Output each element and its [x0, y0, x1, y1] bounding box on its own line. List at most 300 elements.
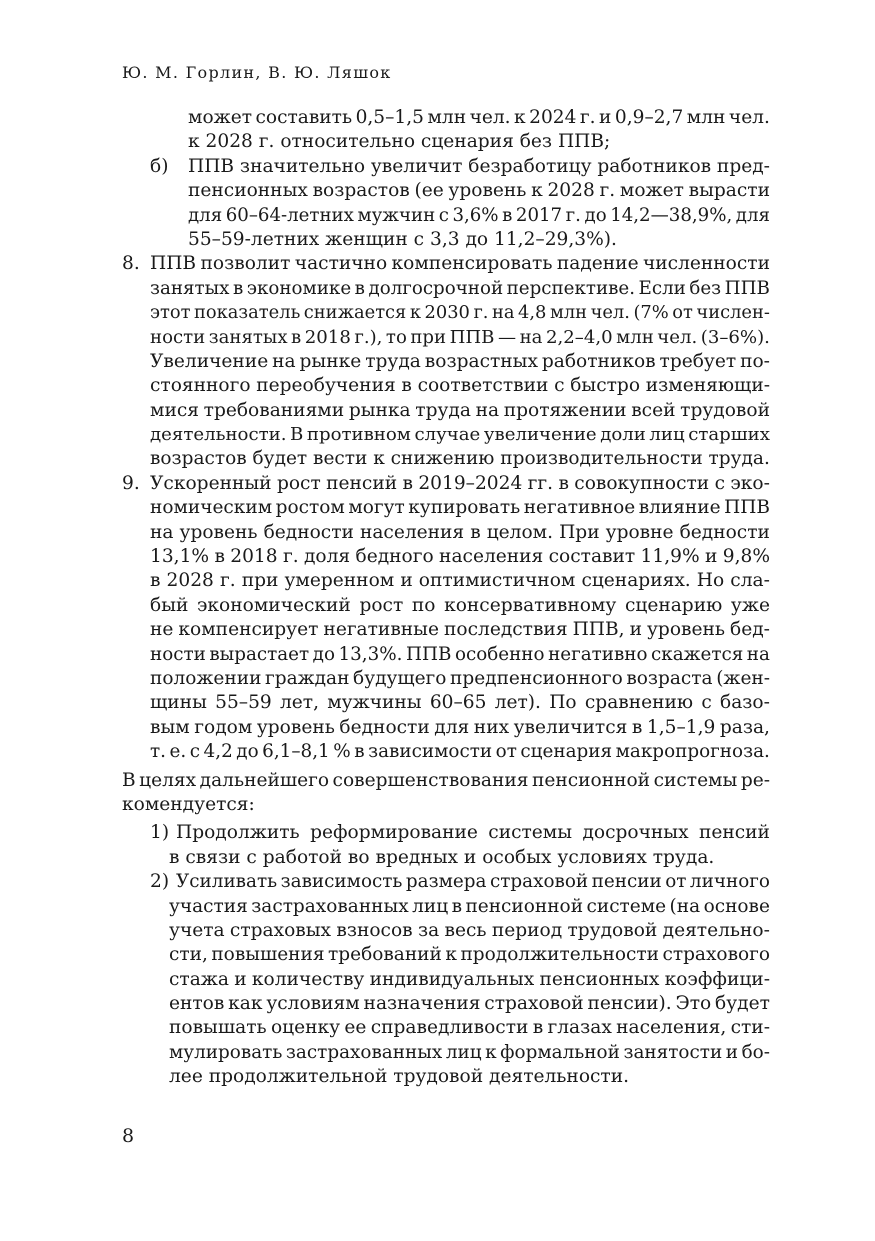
word: мулировать [169, 1041, 283, 1063]
text-line [0, 155, 875, 179]
word: 4,8 [518, 302, 547, 324]
word: назначения [363, 993, 481, 1015]
list-item-8 [0, 252, 875, 472]
word: протяжении [503, 399, 627, 421]
word: индивидуальных [369, 968, 535, 990]
page-body [0, 106, 875, 1090]
text-line [0, 740, 875, 764]
word: доля [303, 546, 351, 568]
word: Это [675, 993, 712, 1015]
recommendation-1 [0, 821, 875, 870]
text-line [0, 821, 875, 845]
word: до [312, 643, 335, 665]
word: позволит [200, 253, 291, 275]
word: 2018 [230, 546, 278, 568]
word: бед- [730, 619, 770, 641]
word: сценариях. [581, 570, 691, 592]
word: лиц [649, 424, 685, 446]
word: деятельности. [150, 424, 287, 446]
word: снижается [303, 302, 407, 324]
word: 2019–2024 [418, 472, 523, 494]
line-text [169, 992, 770, 1016]
word: при [241, 570, 279, 592]
word: и [704, 546, 718, 568]
word: базо- [720, 692, 770, 714]
line-text [188, 106, 770, 130]
word: на [150, 521, 174, 543]
text-line [0, 992, 875, 1016]
word: и [234, 968, 247, 990]
word: бый [150, 594, 189, 616]
word: совокупности [574, 472, 710, 494]
word: по [411, 594, 436, 616]
word: 60–65 [429, 692, 487, 714]
word: от [665, 871, 687, 893]
line-text [150, 545, 770, 569]
recommendation-2 [0, 870, 875, 1090]
word: размера [405, 871, 487, 893]
word: быстро [570, 375, 641, 397]
line-text: возрастов будет вести к снижению производительности труда. [150, 448, 770, 470]
word: пенсий [698, 822, 770, 844]
text-line [0, 545, 875, 569]
word: бедности [263, 521, 354, 543]
word: значительно [239, 155, 366, 177]
text-line [0, 643, 875, 667]
word: 2018 [304, 326, 351, 348]
word: макропрогноза. [615, 741, 770, 763]
item-a-continuation [0, 106, 875, 155]
word: долгосрочной [368, 277, 504, 299]
word: сла- [730, 570, 770, 592]
word: составить [255, 107, 353, 128]
word: в [451, 895, 462, 917]
word: с [438, 204, 449, 226]
word: частично [294, 253, 388, 275]
text-line [0, 252, 875, 276]
word: весь [444, 919, 487, 941]
word: перспективе. [506, 277, 636, 299]
word: реформирование [310, 822, 478, 844]
word: мися [150, 399, 199, 421]
word: ППВ [724, 497, 770, 519]
word: — [497, 326, 517, 348]
word: % [333, 741, 351, 763]
word: безработицу [468, 155, 592, 177]
text-line [0, 106, 875, 130]
word: ППВ, [572, 619, 625, 641]
word: бедности [679, 521, 770, 543]
word: Продолжить [176, 822, 300, 844]
word: для [434, 716, 470, 738]
line-text: 55–59-летних женщин с 3,3 до 11,2–29,3%). [188, 228, 617, 250]
line-text [150, 301, 770, 325]
word: ППВ [449, 326, 495, 348]
word: с [554, 375, 565, 397]
text-line [0, 374, 875, 398]
word: учета [169, 919, 225, 941]
word: 0,5–1,5 [355, 107, 424, 128]
list-marker: б) [150, 155, 169, 177]
text-line [0, 326, 875, 350]
line-text [188, 155, 770, 179]
line-text: лее продолжительной трудовой деятельности. [169, 1066, 630, 1088]
line-text [169, 895, 770, 919]
word: г. [473, 302, 489, 324]
word: негативное [523, 497, 636, 519]
line-text [150, 569, 770, 593]
line-text [188, 179, 770, 203]
word: может [619, 180, 684, 202]
text-line [0, 769, 875, 793]
word: е. [169, 741, 187, 763]
word: занятых [150, 277, 230, 299]
text-line [0, 793, 875, 817]
word: (на [669, 895, 701, 917]
text-line [0, 521, 875, 545]
text-line [0, 691, 875, 715]
word: в [558, 472, 569, 494]
word: вырастает [209, 643, 310, 665]
word: системы [488, 822, 573, 844]
word: увеличится [513, 716, 628, 738]
word: с [189, 741, 201, 763]
text-line [0, 496, 875, 520]
word: сценарию [624, 594, 723, 616]
word: уже [730, 594, 770, 616]
word: уровень [179, 521, 258, 543]
word: для [188, 204, 223, 226]
text-line [0, 204, 875, 228]
text-line [0, 472, 875, 496]
recommendations-intro [0, 769, 875, 818]
word: пенсионной [532, 769, 651, 791]
word: соответствии [417, 375, 549, 397]
line-text [150, 643, 770, 667]
word: будущего [353, 667, 447, 689]
word: ности [150, 326, 206, 348]
word: 4,2 [203, 741, 233, 763]
word: млн [549, 302, 588, 324]
word: системе [586, 895, 667, 917]
text-line [0, 846, 875, 870]
line-text [122, 769, 770, 793]
word: чел. [590, 302, 630, 324]
word: экономический [197, 594, 351, 616]
word: к [409, 302, 421, 324]
word: составит [548, 546, 636, 568]
word: населения [439, 546, 544, 568]
line-text [150, 277, 770, 301]
word: Ускоренный [150, 472, 272, 494]
word: работников [597, 155, 712, 177]
word: гг. [527, 472, 554, 494]
word: вым [150, 716, 190, 738]
word: 13,3%. [338, 643, 403, 665]
list-item-b [0, 155, 875, 253]
word: рынка [348, 399, 411, 421]
word: ре- [740, 769, 770, 791]
word: глазах [547, 1017, 612, 1039]
word: лиц [412, 895, 449, 917]
line-text [150, 740, 770, 764]
word: мужчин [357, 204, 436, 226]
line-text [150, 521, 770, 545]
word: щины [150, 692, 207, 714]
word: участия [169, 895, 248, 917]
word: последствия [444, 619, 568, 641]
word: ППВ [150, 253, 197, 275]
word: рост [359, 594, 404, 616]
word: г. [565, 204, 581, 226]
page-number: 8 [122, 1125, 135, 1147]
word: 60–64-летних [225, 204, 354, 226]
word: уровне [605, 521, 674, 543]
word: лет). [494, 692, 541, 714]
text-line [0, 594, 875, 618]
word: в [631, 716, 643, 738]
word: рост [276, 472, 321, 494]
word: бедности [339, 716, 430, 738]
word: личного [689, 871, 770, 893]
word: компенсировать [391, 253, 553, 275]
word: деятельно- [662, 919, 770, 941]
word: продолжительности [460, 944, 659, 966]
word: ППВ [724, 277, 770, 299]
word: оптимистичном [418, 570, 576, 592]
word: может [188, 107, 252, 128]
word: требованиями [203, 399, 345, 421]
word: 13,1% [150, 546, 210, 568]
word: досрочных [582, 822, 689, 844]
word: в [232, 277, 244, 299]
line-text [150, 496, 770, 520]
word: г. [599, 180, 616, 202]
word: не [150, 619, 174, 641]
word: в [214, 546, 225, 568]
list-marker: 9. [122, 472, 140, 494]
word: 3,6% [452, 204, 499, 226]
word: эко- [730, 472, 770, 494]
word: 2028 [547, 180, 595, 202]
word: занятых [208, 326, 288, 348]
word: в [532, 1017, 544, 1039]
word: населения [359, 521, 465, 543]
line-text [150, 350, 770, 374]
text-line [0, 569, 875, 593]
word: негативные [323, 619, 439, 641]
word: уровень [256, 716, 335, 738]
word: скажется [651, 643, 744, 665]
word: формальной [500, 1041, 620, 1063]
line-text [150, 326, 770, 350]
word: млн [686, 107, 726, 128]
text-line [0, 301, 875, 325]
word: трудовой [680, 399, 770, 421]
word: могут [348, 497, 405, 519]
word: период [491, 919, 563, 941]
list-marker: 2) [150, 871, 170, 893]
line-text [169, 1016, 770, 1040]
word: на [491, 302, 515, 324]
word: 11,9% [640, 546, 700, 568]
word: мужчины [327, 692, 422, 714]
word: как [228, 993, 263, 1015]
word: дальнейшего [199, 769, 330, 791]
text-line [0, 130, 875, 154]
word: При [559, 521, 600, 543]
word: изменяющи- [645, 375, 770, 397]
word: т. [150, 741, 166, 763]
word: (жен- [716, 667, 770, 689]
word: уровень [646, 619, 726, 641]
line-text: комендуется: [122, 793, 255, 815]
word: Но [696, 570, 725, 592]
word: сценария [520, 741, 613, 763]
text-line [0, 228, 875, 252]
word: 0,9–2,7 [614, 107, 684, 128]
word: В [290, 424, 304, 446]
word: влияние [638, 497, 721, 519]
word: противном [306, 424, 411, 446]
word: зависимость [280, 871, 403, 893]
word: 9,8% [722, 546, 770, 568]
list-item-9 [0, 472, 875, 765]
line-text [150, 423, 770, 447]
word: Увеличение [150, 350, 269, 372]
word: и [725, 1041, 738, 1063]
word: раза, [719, 716, 770, 738]
text-line [0, 277, 875, 301]
word: г. [219, 570, 236, 592]
word: негативно [548, 643, 648, 665]
word: Если [638, 277, 686, 299]
word: них [473, 716, 510, 738]
word: по- [740, 350, 770, 372]
line-text [150, 618, 770, 642]
word: В [122, 769, 136, 791]
word: на [272, 350, 296, 372]
word: пенсий [326, 472, 398, 494]
word: без [689, 277, 722, 299]
line-text [150, 594, 770, 618]
word: за [417, 919, 440, 941]
word: (ее [414, 180, 444, 202]
word: численности [642, 253, 770, 275]
word: (3–6%). [700, 326, 770, 348]
word: при [410, 326, 447, 348]
word: целом. [486, 521, 554, 543]
word: коэффици- [664, 968, 770, 990]
word: чел. [728, 107, 770, 128]
text-line [0, 968, 875, 992]
word: чел. [469, 107, 511, 128]
word: страховой [484, 993, 584, 1015]
word: к [445, 944, 457, 966]
word: занятости [623, 1041, 723, 1063]
word: По [549, 692, 577, 714]
line-text [150, 691, 770, 715]
word: в [354, 741, 365, 763]
text-line [0, 179, 875, 203]
line-text [188, 204, 770, 228]
word: в [402, 472, 413, 494]
word: этот [150, 302, 191, 324]
text-line [0, 1041, 875, 1065]
word: ентов [169, 993, 225, 1015]
word: справедливости [370, 1017, 529, 1039]
word: 2,2–4,0 [545, 326, 613, 348]
text-line [0, 399, 875, 423]
word: системы [653, 769, 738, 791]
line-text: в связи с работой во вредных и особых условиях труда. [169, 846, 715, 868]
line-text: к 2028 г. относительно сценария без ППВ; [188, 131, 611, 153]
word: всей [631, 399, 676, 421]
word: страховых [229, 919, 332, 941]
word: с [701, 692, 712, 714]
word: чел. [657, 326, 698, 348]
word: вырасти [688, 180, 770, 202]
word: 2024 [529, 107, 577, 128]
word: условиям [266, 993, 360, 1015]
line-text [169, 968, 770, 992]
word: ростом [275, 497, 345, 519]
word: в [470, 521, 481, 543]
word: населения, [616, 1017, 727, 1039]
word: стоянного [150, 375, 251, 397]
line-text [150, 374, 770, 398]
text-line [0, 1016, 875, 1040]
word: сти, [169, 944, 208, 966]
word: требований [328, 944, 442, 966]
word: ППВ [406, 643, 452, 665]
word: сравнению [584, 692, 694, 714]
text-line [0, 350, 875, 374]
word: от [672, 302, 693, 324]
list-marker: 8. [122, 253, 140, 275]
word: требует [659, 350, 737, 372]
text-line [0, 895, 875, 919]
word: возраста [626, 667, 713, 689]
word: падение [556, 253, 639, 275]
line-text [150, 667, 770, 691]
word: числен- [696, 302, 770, 324]
text-line [0, 870, 875, 894]
word: г. [282, 546, 299, 568]
word: взносов [336, 919, 413, 941]
word: млн [616, 326, 654, 348]
word: оценку [270, 1017, 341, 1039]
word: пенсионных [188, 180, 308, 202]
word: показатель [194, 302, 301, 324]
word: 55–59 [215, 692, 272, 714]
word: в [502, 204, 513, 226]
line-text [169, 1041, 770, 1065]
word: 1,5–1,9 [646, 716, 716, 738]
word: в [354, 277, 365, 299]
word: целях [139, 769, 197, 791]
word: умеренном [284, 570, 395, 592]
word: к [531, 180, 543, 202]
word: в [401, 375, 412, 397]
line-text [150, 716, 770, 740]
word: номическим [150, 497, 273, 519]
word: г.), [354, 326, 383, 348]
word: пред- [716, 155, 770, 177]
word: (7% [633, 302, 669, 324]
word: будет [715, 993, 770, 1015]
word: пенсионной [465, 895, 584, 917]
